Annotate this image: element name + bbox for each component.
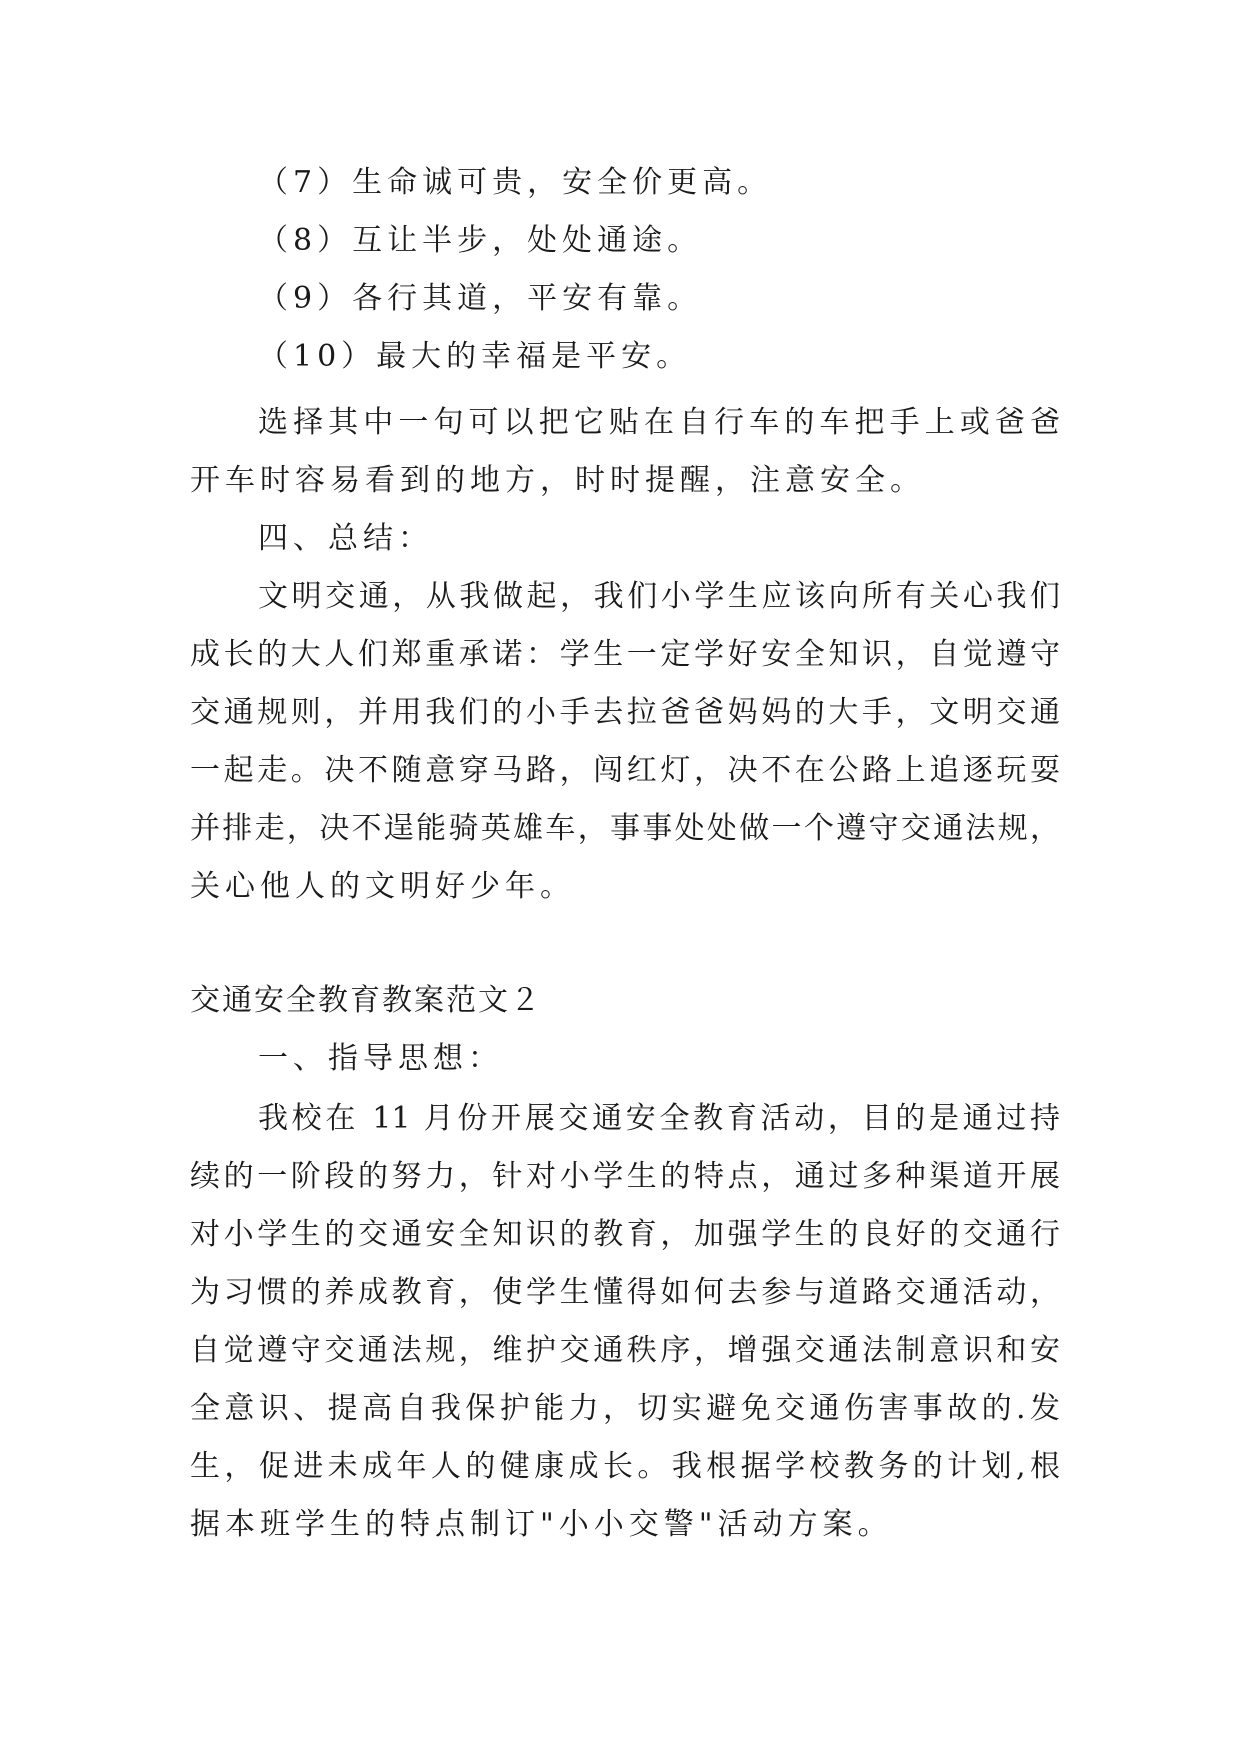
paragraph-line: 开车时容易看到的地方，时时提醒，注意安全。 (190, 463, 925, 498)
paragraph-line: 为习惯的养成教育，使学生懂得如何去参与道路交通活动， (190, 1275, 1060, 1310)
paragraph-line: 一起走。决不随意穿马路，闯红灯，决不在公路上追逐玩耍 (190, 753, 1060, 788)
section-heading-summary: 四、总结： (258, 521, 433, 556)
paragraph-line: 成长的大人们郑重承诺：学生一定学好安全知识，自觉遵守 (190, 637, 1060, 672)
paragraph-line: 生，促进未成年人的健康成长。我根据学校教务的计划,根 (190, 1449, 1060, 1484)
slogan-9: （9）各行其道，平安有靠。 (258, 281, 703, 316)
paragraph-line: 续的一阶段的努力，针对小学生的特点，通过多种渠道开展 (190, 1159, 1060, 1194)
paragraph-line: 我校在 11 月份开展交通安全教育活动，目的是通过持 (258, 1101, 1060, 1136)
paragraph-line: 关心他人的文明好少年。 (190, 869, 575, 904)
paragraph-line: 交通规则，并用我们的小手去拉爸爸妈妈的大手，文明交通 (190, 695, 1060, 730)
document-title: 交通安全教育教案范文２ (190, 983, 542, 1018)
slogan-8: （8）互让半步，处处通途。 (258, 223, 703, 258)
paragraph-line: 对小学生的交通安全知识的教育，加强学生的良好的交通行 (190, 1217, 1060, 1252)
paragraph-line: 选择其中一句可以把它贴在自行车的车把手上或爸爸 (258, 405, 1060, 440)
paragraph-line: 自觉遵守交通法规，维护交通秩序，增强交通法制意识和安 (190, 1333, 1060, 1368)
slogan-7: （7）生命诚可贵，安全价更高。 (258, 165, 773, 200)
paragraph-line: 并排走，决不逞能骑英雄车，事事处处做一个遵守交通法规， (190, 811, 1060, 846)
slogan-10: （10）最大的幸福是平安。 (258, 339, 692, 374)
paragraph-line: 据本班学生的特点制订"小小交警"活动方案。 (190, 1507, 893, 1542)
paragraph-line: 全意识、提高自我保护能力，切实避免交通伤害事故的.发 (190, 1391, 1060, 1426)
paragraph-line: 文明交通，从我做起，我们小学生应该向所有关心我们 (258, 579, 1060, 614)
section-heading-guiding-idea: 一、指导思想： (258, 1041, 503, 1076)
